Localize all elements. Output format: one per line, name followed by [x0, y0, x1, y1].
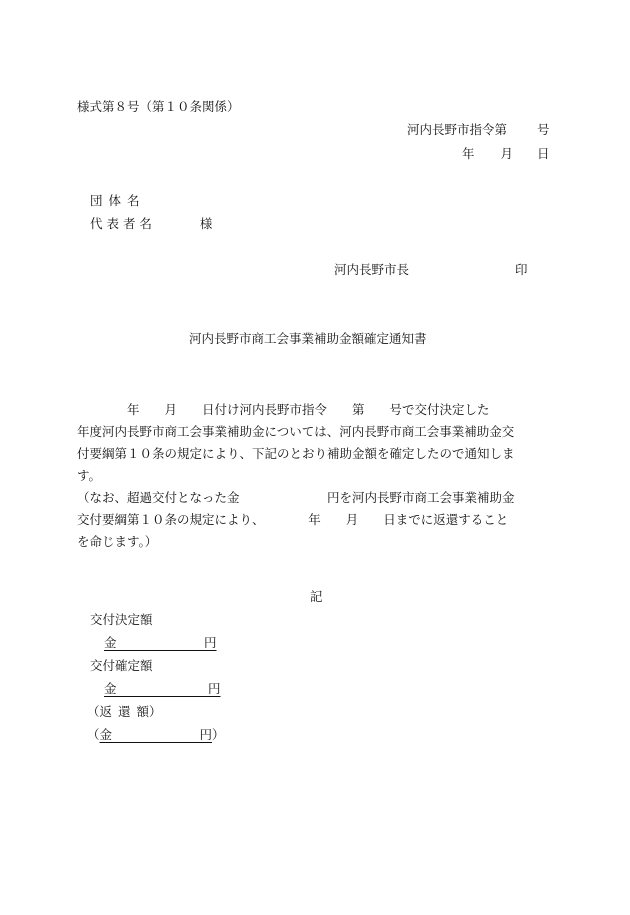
- refund-amount-label: （返 還 額）: [87, 704, 162, 719]
- representative-name-label: 代 表 者 名: [90, 216, 152, 231]
- document-number: [407, 124, 550, 137]
- issuer-name: 河内長野市長: [334, 262, 410, 277]
- refund-open-paren: （: [87, 727, 100, 742]
- refund-amount-row: [87, 729, 225, 742]
- date-year: 年: [462, 146, 475, 161]
- date-month: 月: [500, 146, 514, 161]
- representative-label: [90, 218, 212, 231]
- date-day: 日: [537, 146, 550, 161]
- body-line: す。: [77, 468, 102, 483]
- issue-date: [462, 148, 550, 161]
- decided-amount-label: 交付決定額: [90, 612, 153, 627]
- issuer: [334, 264, 528, 277]
- body-line: 付要綱第１０条の規定により、下記のとおり補助金額を確定したので通知しま: [77, 446, 515, 461]
- refund-note: [77, 487, 555, 553]
- document-number-suffix: 号: [537, 122, 550, 137]
- honorific: 様: [199, 216, 213, 231]
- body-line: 年度河内長野市商工会事業補助金については、河内長野市商工会事業補助金交: [77, 424, 515, 439]
- main-paragraph: [77, 399, 555, 487]
- seal-mark: 印: [515, 262, 528, 277]
- confirmed-amount-label: 交付確定額: [90, 658, 153, 673]
- note-line: 交付要綱第１０条の規定により、 年 月 日までに返還すること: [77, 512, 509, 527]
- body-line: 年 月 日付け河内長野市指令 第 号で交付決定した: [77, 402, 490, 417]
- confirmed-amount-value: 金 円: [104, 681, 221, 696]
- note-line: を命じます。）: [77, 534, 158, 549]
- note-line: （なお、超過交付となった金 円を河内長野市商工会事業補助金: [77, 490, 515, 505]
- refund-close-paren: ）: [212, 727, 225, 742]
- org-name-label: 団 体 名: [90, 193, 140, 208]
- document-title: 河内長野市商工会事業補助金額確定通知書: [189, 331, 427, 346]
- decided-amount-value: 金 円: [104, 635, 217, 650]
- ki-heading: 記: [310, 589, 323, 604]
- form-number: 様式第８号（第１０条関係）: [77, 99, 240, 114]
- document-number-prefix: 河内長野市指令第: [407, 122, 508, 137]
- refund-amount-value: 金 円: [99, 727, 213, 742]
